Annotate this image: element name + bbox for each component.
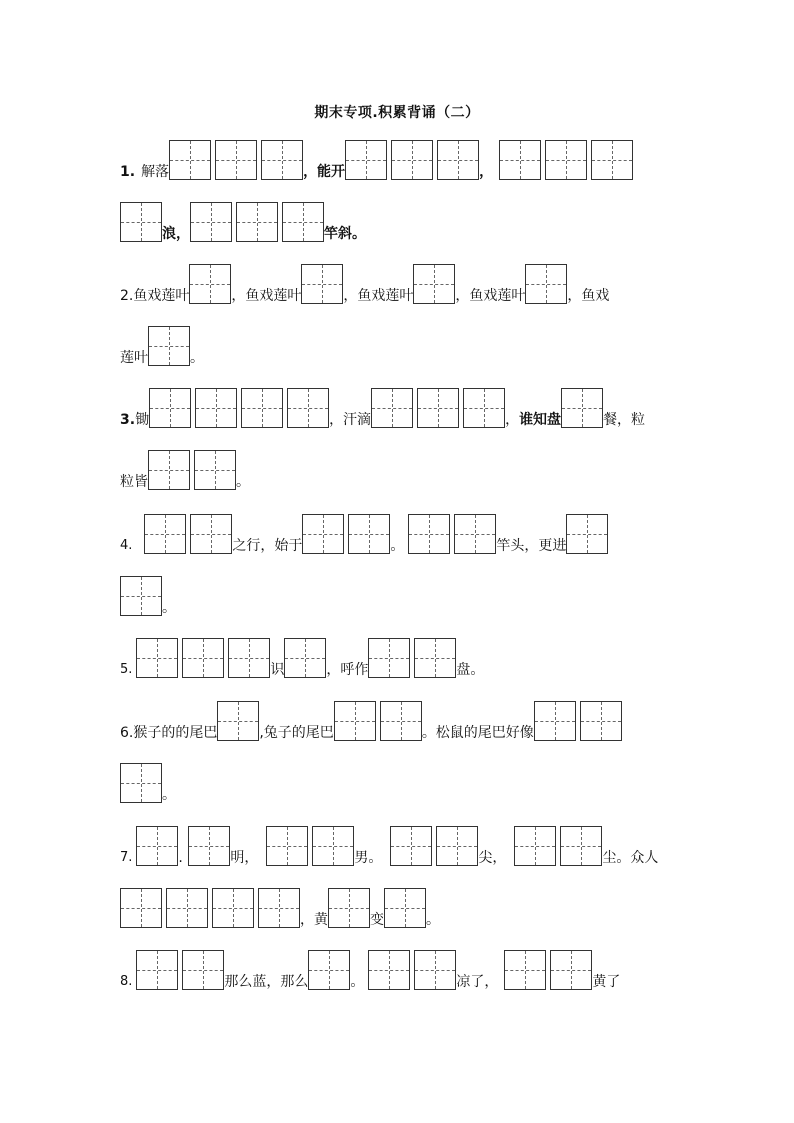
question-text: ，鱼戏莲叶 [231,288,302,304]
answer-boxes [368,950,456,990]
answer-box[interactable] [302,514,344,554]
answer-box[interactable] [591,140,633,180]
question-text: 解落 [141,164,170,180]
answer-box[interactable] [287,388,329,428]
answer-box[interactable] [380,701,422,741]
answer-boxes [136,950,224,990]
question-text: ，黄 [300,912,328,928]
answer-box[interactable] [384,888,426,928]
answer-box[interactable] [371,388,413,428]
question-text: 。 [162,600,176,616]
answer-boxes [384,888,426,928]
answer-box[interactable] [195,388,237,428]
question-text: 凉了， [456,974,499,990]
question-text: 尘。众人 [602,850,659,866]
answer-box[interactable] [194,450,236,490]
answer-box[interactable] [368,950,410,990]
answer-boxes [566,514,608,554]
answer-box[interactable] [454,514,496,554]
answer-box[interactable] [525,264,567,304]
answer-boxes [345,140,479,180]
question-text: ，能开 [303,164,346,180]
answer-box[interactable] [149,388,191,428]
question-text: 。 [350,974,365,990]
question-4-line-1 [120,510,608,554]
question-text: 粒皆 [120,474,148,490]
answer-box[interactable] [266,826,308,866]
answer-box[interactable] [120,888,162,928]
question-text: ，呼作 [326,662,369,678]
answer-boxes [504,950,592,990]
question-8-line-1 [120,946,620,990]
answer-box[interactable] [499,140,541,180]
answer-box[interactable] [413,264,455,304]
question-text: 餐，粒 [603,412,646,428]
answer-boxes [328,888,370,928]
answer-box[interactable] [215,140,257,180]
answer-boxes [188,826,230,866]
answer-box[interactable] [144,514,186,554]
question-text: 识 [270,662,285,678]
answer-box[interactable] [301,264,343,304]
answer-box[interactable] [437,140,479,180]
question-text: ， [479,164,494,180]
answer-boxes [120,888,300,928]
question-text: 莲叶 [120,350,148,366]
answer-box[interactable] [190,514,232,554]
question-number: 2. [120,288,134,304]
question-6-line-2 [120,759,176,803]
question-text: ，汗滴 [329,412,372,428]
answer-box[interactable] [166,888,208,928]
answer-boxes [120,576,162,616]
question-text: ，鱼戏莲叶 [455,288,526,304]
answer-boxes [408,514,496,554]
answer-box[interactable] [282,202,324,242]
answer-box[interactable] [436,826,478,866]
question-7-line-1 [120,822,658,866]
answer-boxes [413,264,455,304]
answer-boxes [189,264,231,304]
answer-box[interactable] [182,638,224,678]
answer-box[interactable] [258,888,300,928]
answer-boxes [525,264,567,304]
answer-boxes [120,202,162,242]
answer-box[interactable] [182,950,224,990]
answer-box[interactable] [560,826,602,866]
answer-box[interactable] [217,701,259,741]
question-number: 8. [120,974,133,989]
answer-box[interactable] [120,202,162,242]
answer-boxes [301,264,343,304]
answer-box[interactable] [391,140,433,180]
answer-box[interactable] [120,576,162,616]
answer-boxes [514,826,602,866]
question-text: 。松鼠的尾巴好像 [421,725,534,741]
question-6-line-1 [120,697,622,741]
question-text: 。 [190,350,204,366]
answer-box[interactable] [566,514,608,554]
answer-boxes [148,326,190,366]
answer-box[interactable] [463,388,505,428]
question-text: 变 [370,912,384,928]
answer-box[interactable] [312,826,354,866]
answer-boxes [371,388,505,428]
answer-boxes [302,514,390,554]
question-text: 猴子的的尾巴 [133,725,218,741]
answer-boxes [136,826,178,866]
answer-boxes [334,701,422,741]
answer-box[interactable] [348,514,390,554]
answer-box[interactable] [136,638,178,678]
question-2-line-1 [120,260,609,304]
answer-boxes [561,388,603,428]
answer-boxes [169,140,303,180]
answer-box[interactable] [534,701,576,741]
answer-box[interactable] [334,701,376,741]
answer-box[interactable] [169,140,211,180]
answer-box[interactable] [545,140,587,180]
answer-box[interactable] [136,826,178,866]
question-text: . [178,850,183,866]
question-text: 锄 [135,412,150,428]
question-text: 黄了 [592,974,621,990]
question-text: 谁知盘 [519,412,562,428]
question-text: 竿斜。 [324,226,366,242]
answer-boxes [120,763,162,803]
answer-box[interactable] [514,826,556,866]
question-3-line-2 [120,446,250,490]
answer-box[interactable] [390,826,432,866]
question-text: 尖， [478,850,507,866]
question-text: 鱼戏莲叶 [133,288,190,304]
question-text: ， [505,412,520,428]
answer-box[interactable] [148,450,190,490]
question-number: 1. [120,164,136,180]
answer-boxes [148,450,236,490]
answer-box[interactable] [190,202,232,242]
question-4-line-2 [120,572,176,616]
answer-box[interactable] [120,763,162,803]
answer-boxes [390,826,478,866]
answer-boxes [190,202,324,242]
answer-box[interactable] [414,950,456,990]
answer-box[interactable] [308,950,350,990]
question-text: 盘。 [456,662,485,678]
answer-box[interactable] [328,888,370,928]
question-7-line-2 [120,884,440,928]
answer-box[interactable] [236,202,278,242]
question-text: 男。 [354,850,383,866]
question-text: 那么蓝，那么 [224,974,309,990]
question-text: 。 [236,474,250,490]
answer-box[interactable] [550,950,592,990]
answer-box[interactable] [284,638,326,678]
answer-box[interactable] [414,638,456,678]
answer-box[interactable] [504,950,546,990]
question-5-line-1 [120,634,484,678]
answer-box[interactable] [561,388,603,428]
answer-box[interactable] [417,388,459,428]
answer-box[interactable] [580,701,622,741]
answer-box[interactable] [408,514,450,554]
answer-boxes [136,638,270,678]
answer-box[interactable] [368,638,410,678]
question-text: ，鱼戏 [567,288,610,304]
question-text: ,兔子的尾巴 [259,725,334,741]
question-number: 6. [120,725,134,741]
question-text: 。 [390,538,405,554]
answer-box[interactable] [148,326,190,366]
answer-boxes [368,638,456,678]
question-2-line-2 [120,322,204,366]
question-number: 7. [120,850,133,865]
question-text: 明， [230,850,259,866]
answer-boxes [284,638,326,678]
question-text: 。 [426,912,440,928]
question-text: ，鱼戏莲叶 [343,288,414,304]
question-text: 竿头，更进 [496,538,567,554]
answer-box[interactable] [345,140,387,180]
answer-box[interactable] [136,950,178,990]
answer-boxes [266,826,354,866]
answer-boxes [144,514,232,554]
answer-box[interactable] [189,264,231,304]
page-title: 期末专项.积累背诵（二） [314,105,480,121]
answer-boxes [149,388,329,428]
question-text: 之行，始于 [232,538,303,554]
question-1-line-2 [120,198,366,242]
question-number: 5. [120,662,133,677]
answer-box[interactable] [212,888,254,928]
question-number: 3. [120,412,136,428]
question-1-line-1 [120,136,633,180]
question-text: 浪， [162,226,190,242]
question-text: 。 [162,787,176,803]
answer-boxes [499,140,633,180]
question-number: 4. [120,538,133,553]
answer-box[interactable] [228,638,270,678]
answer-box[interactable] [261,140,303,180]
answer-box[interactable] [188,826,230,866]
answer-box[interactable] [241,388,283,428]
answer-boxes [308,950,350,990]
answer-boxes [534,701,622,741]
question-3-line-1 [120,384,645,428]
answer-boxes [217,701,259,741]
